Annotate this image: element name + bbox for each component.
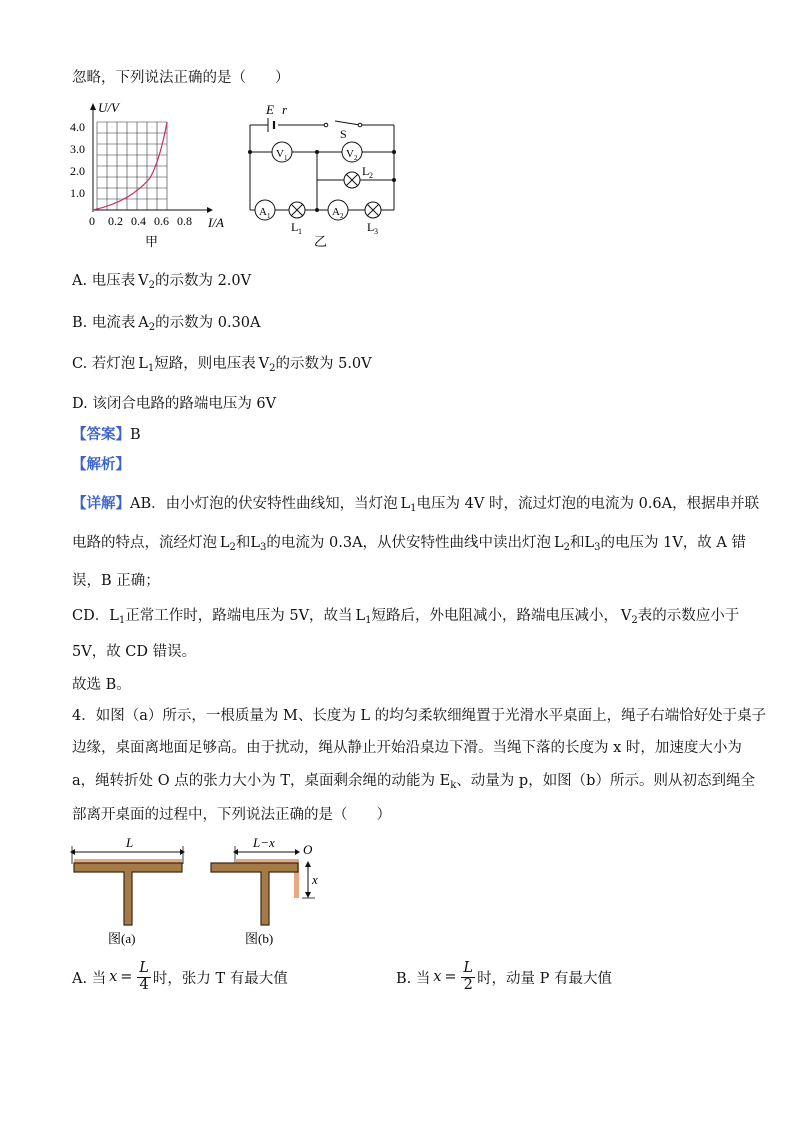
x-tick: 0.2: [108, 214, 123, 228]
detail-line-5: 5V，故 CD 错误。: [72, 644, 197, 660]
svg-text:S: S: [340, 127, 347, 141]
detail-line-1: 【详解】AB．由小灯泡的伏安特性曲线知，当灯泡 $L_1$电压为 4V 时，流过灯泡的电流为 0.6A，根据串并联: [72, 495, 760, 514]
y-axis-label: U/V: [98, 100, 119, 115]
caption-a: 图(a): [108, 931, 136, 946]
y-tick: 1.0: [70, 186, 85, 200]
figure-b: [205, 832, 335, 952]
lamp-l3: [365, 202, 381, 218]
label-L: L: [126, 835, 134, 850]
label-x: x: [312, 872, 318, 887]
answer-value: B: [130, 427, 141, 443]
lamp-l2: [344, 172, 360, 188]
q3-option-c: C. 若灯泡 $L_1$短路，则电压表 $V_2$的示数为 5.0V: [72, 356, 372, 374]
svg-text:V: V: [346, 148, 354, 160]
figure-yi-circuit: [240, 100, 410, 252]
intro-line: 忽略，下列说法正确的是（ ）: [72, 70, 290, 86]
x-tick: 0.6: [154, 214, 169, 228]
x-tick: 0.8: [177, 214, 192, 228]
svg-text:1: 1: [298, 227, 302, 236]
detail-line-3: 误，B 正确；: [72, 573, 160, 589]
label-O: O: [303, 842, 313, 857]
table: [74, 863, 182, 925]
detail-line-6: 故选 B。: [72, 677, 131, 693]
y-tick: 2.0: [70, 164, 85, 178]
svg-text:3: 3: [374, 227, 378, 236]
q3-option-a: A. 电压表 $V_2$的示数为 2.0V: [72, 273, 252, 291]
answer-line: [72, 423, 141, 444]
svg-text:2: 2: [354, 154, 358, 162]
caption-b: 图(b): [245, 931, 274, 946]
figure-a: [70, 832, 190, 952]
caption-jia: 甲: [145, 234, 159, 249]
q3-option-d: D. 该闭合电路的路端电压为 6V: [72, 396, 277, 412]
figure-jia-graph: [70, 100, 240, 252]
q4-line-3: a，绳转折处 O 点的张力大小为 T，桌面剩余绳的动能为 $E_k$、动量为 p，如图（b）所示。则从初态到绳全: [72, 773, 755, 791]
q3-option-b: B. 电流表 $A_2$的示数为 0.30A: [72, 315, 261, 333]
svg-text:E: E: [266, 102, 274, 117]
x-tick: 0: [89, 214, 95, 228]
q4-line-1: 4．如图（a）所示，一根质量为 M、长度为 L 的均匀柔软细绳置于光滑水平桌面上，绳子右端恰好处于桌子: [72, 708, 767, 724]
svg-text:2: 2: [340, 212, 344, 220]
q4-line-2: 边缘，桌面离地面足够高。由于扰动，绳从静止开始沿桌边下滑。当绳下落的长度为 x 时，加速度大小为: [72, 740, 742, 756]
q4-option-a: A. 当 x = L 4 时，张力 T 有最大值: [72, 960, 288, 993]
svg-text:r: r: [282, 102, 288, 117]
svg-text:1: 1: [284, 154, 288, 162]
x-tick: 0.4: [131, 214, 146, 228]
analysis-tag: 【解析】: [72, 456, 130, 473]
detail-line-2: 电路的特点，流经灯泡 $L_2$和$L_3$的电流为 0.3A，从伏安特性曲线中读出灯泡 $L_2$和$L_3$的电压为 1V，故 A 错: [72, 535, 746, 553]
y-tick: 3.0: [70, 142, 85, 156]
svg-text:A: A: [332, 206, 340, 218]
svg-text:A: A: [259, 206, 267, 218]
caption-yi: 乙: [314, 234, 328, 249]
x-axis-label: I/A: [208, 215, 224, 230]
q4-line-4: 部离开桌面的过程中，下列说法正确的是（ ）: [72, 807, 391, 823]
y-tick: 4.0: [70, 120, 85, 134]
svg-text:1: 1: [267, 212, 271, 220]
svg-text:L: L: [291, 220, 299, 234]
svg-text:L: L: [362, 164, 370, 178]
svg-text:V: V: [276, 148, 284, 160]
q4-option-b: B. 当 x = L 2 时，动量 P 有最大值: [396, 960, 613, 993]
lamp-l1: [289, 202, 305, 218]
label-L-minus-x: L−x: [253, 835, 275, 850]
svg-text:L: L: [367, 220, 375, 234]
detail-line-4: CD．$L_1$正常工作时，路端电压为 5V，故当 $L_1$短路后，外电阻减小，路端电压减小， $V_2$表的示数应小于: [72, 608, 740, 626]
svg-text:2: 2: [369, 171, 373, 180]
answer-tag: 【答案】: [72, 426, 130, 443]
